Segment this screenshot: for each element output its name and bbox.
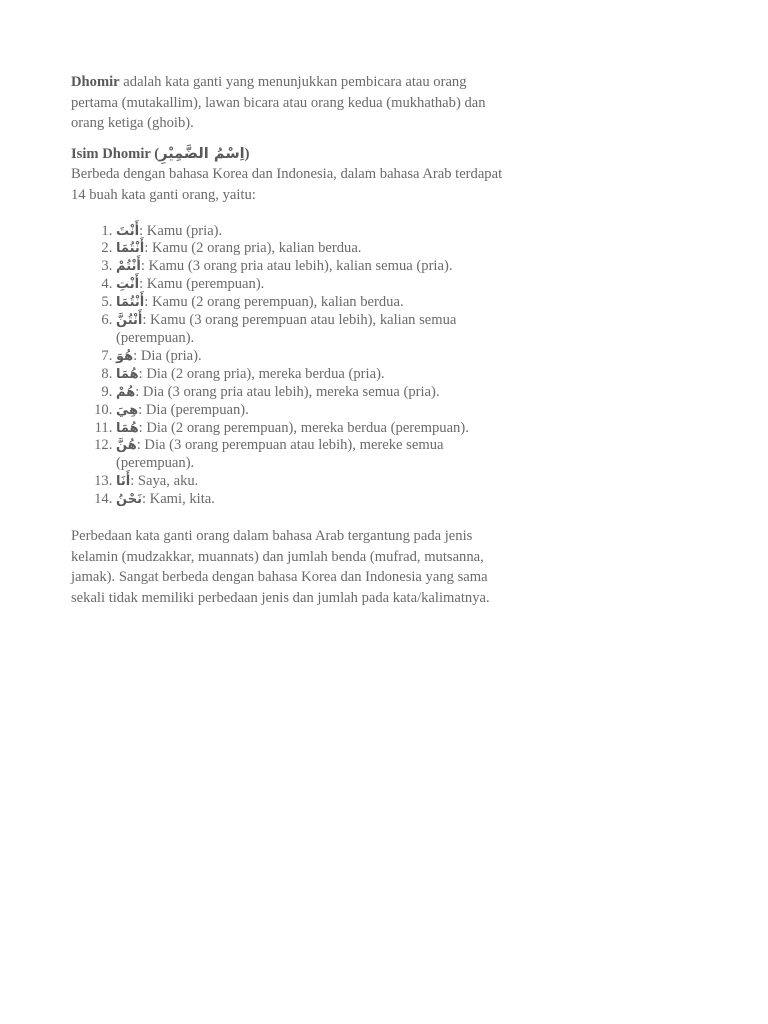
section-heading-suffix: ) [244,145,250,162]
pronoun-meaning: : Kami, kita. [141,491,215,508]
pronoun-arabic: هِيَ [116,402,139,418]
section-heading-prefix: Isim Dhomir ( [71,145,160,162]
closing-paragraph: Perbedaan kata ganti orang dalam bahasa Arab tergantung pada jenis kelamin (mudzakkar, muannats) dan jumlah benda (mufrad, mutsanna, jamak). Sangat berbeda dengan bahasa Korea dan Indonesia yang sama sekali tidak memiliki perbedaan jenis dan jumlah pada kata/kalimatnya. [71,528,490,606]
pronoun-arabic: هُمَا [116,420,139,436]
list-item [116,402,511,420]
pronoun-arabic: نَحْنُ [116,492,142,508]
pronoun-meaning: : Kamu (3 orang pria atau lebih), kalian semua (pria). [140,258,453,275]
list-item [116,491,511,509]
intro-bold-term: Dhomir [71,74,120,90]
section-heading [71,144,511,165]
list-item [116,473,511,491]
list-item [116,420,511,438]
list-item [116,348,511,366]
pronoun-arabic: أَنْتِ [116,277,140,293]
intro-paragraph [71,72,511,134]
pronoun-meaning: : Dia (2 orang pria), mereka berdua (pria). [138,365,385,382]
section-description: Berbeda dengan bahasa Korea dan Indonesia, dalam bahasa Arab terdapat 14 buah kata ganti orang, yaitu: [71,166,503,203]
section-heading-arabic: اِسْمُ الضَّمِيْرِ [159,144,245,162]
pronoun-arabic: أَنْتَ [116,223,140,239]
pronoun-meaning: : Kamu (2 orang perempuan), kalian berdua. [144,294,404,311]
list-item [116,312,511,348]
pronoun-arabic: أَنَا [116,474,131,490]
list-item [116,240,511,258]
list-item [116,294,511,312]
pronoun-meaning: : Saya, aku. [130,473,199,490]
list-item [116,384,511,402]
document-page [71,72,511,608]
pronoun-meaning: : Kamu (perempuan). [139,276,265,293]
pronoun-arabic: هُمْ [116,384,136,400]
pronoun-list [71,223,511,510]
pronoun-arabic: هُنَّ [116,438,137,454]
list-item [116,437,511,473]
pronoun-meaning: : Dia (pria). [133,347,202,364]
intro-text: adalah kata ganti yang menunjukkan pembicara atau orang pertama (mutakallim), lawan bicara atau orang kedua (mukhathab) dan orang ketiga (ghoib). [71,74,486,132]
pronoun-arabic: أَنْتُمَا [116,241,145,257]
list-item [116,258,511,276]
pronoun-meaning: : Dia (3 orang pria atau lebih), mereka semua (pria). [135,383,440,400]
pronoun-meaning: : Dia (perempuan). [138,401,249,418]
pronoun-meaning: : Kamu (2 orang pria), kalian berdua. [144,240,362,257]
pronoun-arabic: هُمَا [116,366,139,382]
pronoun-arabic: أَنْتُنَّ [116,313,143,329]
pronoun-meaning: : Dia (3 orang perempuan atau lebih), mereke semua (perempuan). [116,437,444,472]
pronoun-arabic: هُوَ [116,348,134,364]
list-item [116,276,511,294]
pronoun-meaning: : Kamu (3 orang perempuan atau lebih), kalian semua (perempuan). [116,312,457,346]
pronoun-meaning: : Dia (2 orang perempuan), mereka berdua (perempuan). [138,419,469,436]
list-item [116,223,511,241]
pronoun-arabic: أَنْتُمَا [116,295,145,311]
pronoun-meaning: : Kamu (pria). [139,222,223,239]
list-item [116,366,511,384]
pronoun-arabic: أَنْتُمْ [116,259,141,275]
